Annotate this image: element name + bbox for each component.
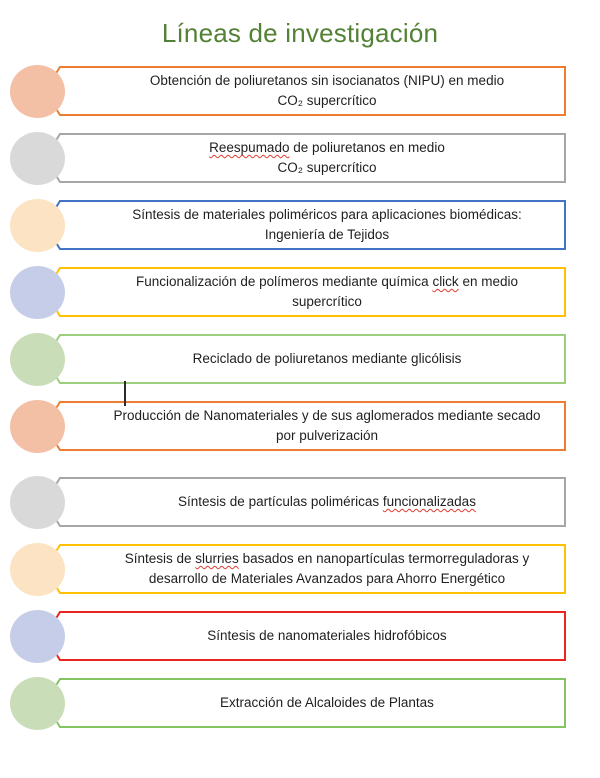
banner-text: [62, 334, 592, 384]
banner-text-line: [265, 225, 389, 245]
banner-text-line: [276, 426, 378, 446]
research-line-row: [0, 334, 600, 384]
research-line-row: [0, 66, 600, 116]
bullet-circle: [10, 266, 65, 319]
text-segment: por pulverización: [275, 428, 379, 443]
banner-text-line: [178, 492, 476, 512]
text-segment: Funcionalización de polímeros mediante química: [136, 274, 433, 289]
text-segment: Síntesis de materiales poliméricos para aplicaciones biomédicas:: [132, 207, 522, 222]
research-line-row: [0, 611, 600, 661]
research-line-row: [0, 477, 600, 527]
bullet-circle: [10, 65, 65, 118]
text-segment: Obtención de poliuretanos sin isocianatos (NIPU) en medio: [149, 73, 505, 88]
bullet-circle: [10, 476, 65, 529]
banner-text-line: [114, 406, 541, 426]
page-title: Líneas de investigación: [161, 18, 439, 48]
misspelled-word: funcionalizadas: [382, 494, 476, 509]
banner-text: [62, 477, 592, 527]
bullet-circle: [10, 199, 65, 252]
banner-text-line: [193, 349, 462, 369]
text-segment: desarrollo de Materiales Avanzados para Ahorro Energético: [148, 571, 506, 586]
text-segment: Producción de Nanomateriales y de sus aglomerados mediante secado: [113, 408, 541, 423]
text-segment: CO₂ supercrítico: [277, 93, 377, 108]
banner-text: [62, 200, 592, 250]
banner-text: [62, 611, 592, 661]
banner-text-line: [149, 569, 505, 589]
bullet-circle: [10, 543, 65, 596]
text-segment: en medio: [458, 274, 518, 289]
bullet-circle: [10, 132, 65, 185]
text-segment: supercrítico: [292, 294, 362, 309]
banner-text: [62, 133, 592, 183]
text-segment: de poliuretanos en medio: [289, 140, 445, 155]
bullet-circle: [10, 333, 65, 386]
research-lines-list: [0, 66, 600, 728]
text-segment: Reciclado de poliuretanos mediante glicólisis: [192, 351, 462, 366]
bullet-circle: [10, 677, 65, 730]
banner-text-line: [277, 91, 376, 111]
banner-text-line: [220, 693, 434, 713]
banner-text-line: [125, 549, 529, 569]
text-segment: basados en nanopartículas termorreguladoras y: [238, 551, 530, 566]
banner-text: [62, 267, 592, 317]
text-segment: Síntesis de nanomateriales hidrofóbicos: [207, 628, 447, 643]
banner-text-line: [136, 272, 518, 292]
text-segment: Síntesis de: [124, 551, 196, 566]
research-line-row: [0, 200, 600, 250]
research-line-row: [0, 401, 600, 451]
banner-text: [62, 66, 592, 116]
misspelled-word: click: [432, 274, 459, 289]
text-segment: Síntesis de partículas poliméricas: [178, 494, 383, 509]
text-segment: Extracción de Alcaloides de Plantas: [220, 695, 434, 710]
research-line-row: [0, 678, 600, 728]
banner-text: [62, 544, 592, 594]
banner-text: [62, 678, 592, 728]
bullet-circle: [10, 610, 65, 663]
banner-text-line: [150, 71, 504, 91]
text-segment: CO₂ supercrítico: [277, 160, 377, 175]
research-line-row: [0, 267, 600, 317]
banner-text-line: [209, 138, 445, 158]
research-line-row: [0, 544, 600, 594]
misspelled-word: slurries: [195, 551, 239, 566]
banner-text-line: [207, 626, 446, 646]
bullet-circle: [10, 400, 65, 453]
misspelled-word: Reespumado: [209, 140, 290, 155]
banner-text: [62, 401, 592, 451]
banner-text-line: [292, 292, 362, 312]
banner-text-line: [277, 158, 376, 178]
research-line-row: [0, 133, 600, 183]
text-cursor-artifact: [124, 381, 126, 406]
banner-text-line: [132, 205, 521, 225]
text-segment: Ingeniería de Tejidos: [264, 227, 390, 242]
